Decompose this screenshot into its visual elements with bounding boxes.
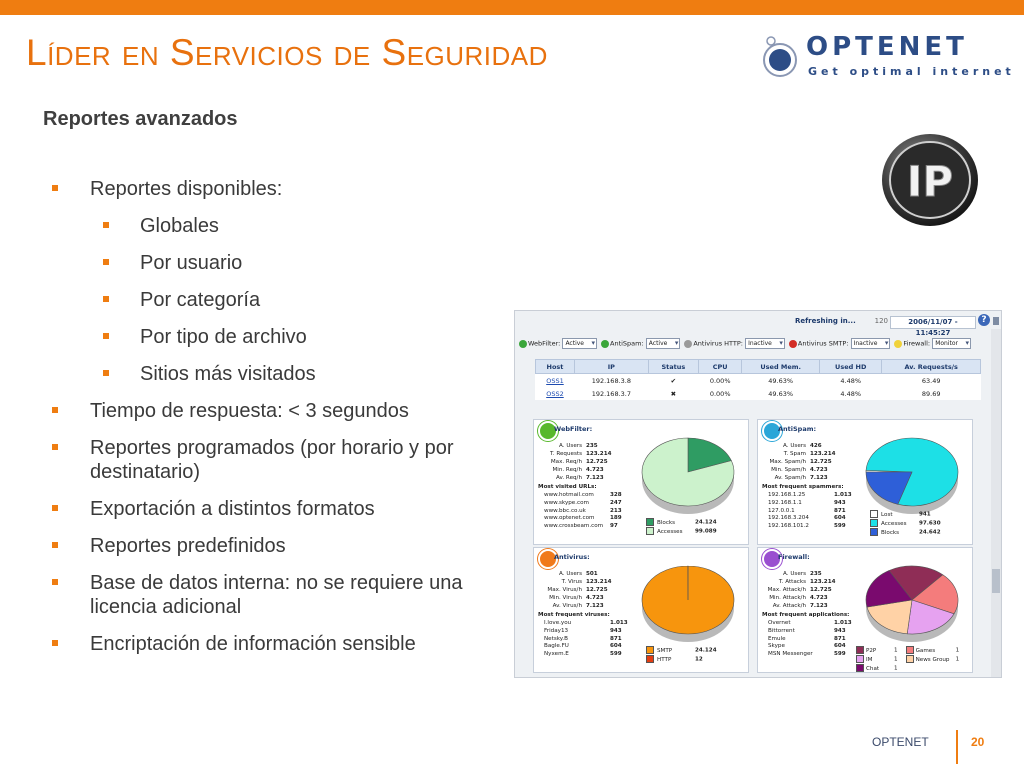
list-item-label: Bagle.FU: [544, 643, 569, 650]
webfilter-stats: [538, 442, 628, 482]
stat-row: [538, 458, 628, 466]
stat-value: 4.723: [586, 595, 604, 601]
stat-value: 235: [586, 443, 598, 449]
menu-handle[interactable]: [993, 317, 999, 325]
sub-bullet-item: Sitios más visitados: [52, 362, 492, 386]
legend-item: [870, 510, 941, 519]
stat-value: 123.214: [810, 579, 836, 585]
legend-item: [870, 519, 941, 528]
list-item: [762, 651, 858, 659]
legend-value: 97.630: [919, 520, 941, 527]
list-item-label: www.hotmail.com: [544, 492, 594, 498]
stat-label: T. Spam: [783, 451, 806, 457]
status-dot-icon: [684, 340, 692, 348]
list-item-value: 1.013: [610, 620, 628, 626]
list-item-label: I.love.you: [544, 620, 572, 626]
hosts-column-header[interactable]: Used Mem.: [742, 360, 820, 374]
legend-item: [856, 664, 898, 673]
host-link[interactable]: OSS2: [546, 389, 564, 398]
antispam-pie-chart: [858, 432, 966, 518]
list-item-label: www.optenet.com: [544, 515, 595, 522]
bullet-item: Base de datos interna: no se requiere una licencia adicional: [52, 571, 492, 619]
legend-value: 1: [955, 656, 960, 663]
legend-swatch: [856, 664, 864, 672]
stat-row: [538, 466, 628, 474]
legend-value: 1: [894, 656, 898, 663]
legend-column: [906, 646, 960, 664]
stat-value: 7.123: [810, 475, 828, 481]
legend-value: 12: [695, 656, 703, 663]
list-item-value: 599: [834, 651, 846, 658]
stat-value: 123.214: [586, 451, 612, 457]
host-hd: 4.48%: [840, 376, 862, 385]
webfilter-panel: [533, 419, 749, 545]
module-status-4: [894, 338, 971, 349]
sub-bullet-item: Por usuario: [52, 251, 492, 275]
stat-row: [762, 458, 852, 466]
list-item-value: 943: [834, 627, 846, 634]
status-dot-icon: [894, 340, 902, 348]
list-item-value: 871: [834, 507, 846, 514]
host-requests: 63.49: [921, 376, 941, 385]
list-item-label: MSN Messenger: [768, 651, 813, 658]
legend-swatch: [646, 655, 654, 663]
module-mode-select[interactable]: Inactive ▾: [745, 338, 785, 349]
stat-value: 123.214: [810, 451, 836, 457]
legend-item: [870, 528, 941, 537]
module-label: Antivirus SMTP:: [797, 339, 849, 348]
stat-value: 12.725: [810, 587, 832, 593]
module-label: Antivirus HTTP:: [693, 339, 743, 348]
bullet-item: Reportes predefinidos: [52, 534, 492, 558]
hosts-column-header[interactable]: Av. Requests/s: [882, 360, 981, 374]
webfilter-legend: [646, 518, 717, 536]
list-item-value: 328: [610, 492, 622, 498]
sub-bullet-item: Por categoría: [52, 288, 492, 312]
page-number: 20: [971, 735, 985, 749]
bullet-item: Exportación a distintos formatos: [52, 497, 492, 521]
host-requests: 89.69: [921, 389, 941, 398]
optenet-logo-mark-icon: [762, 34, 804, 80]
dashboard-scrollbar[interactable]: [991, 329, 1001, 677]
footer-brand: OPTENET: [872, 735, 929, 749]
host-mem: 49.63%: [768, 389, 794, 398]
list-item-value: 604: [834, 515, 846, 522]
scrollbar-thumb[interactable]: [992, 569, 1000, 593]
antispam-panel-title: AntiSpam:: [778, 425, 817, 433]
webfilter-list-title: Most visited URLs:: [538, 484, 597, 490]
module-label: Firewall:: [903, 339, 931, 348]
legend-label: SMTP: [657, 647, 673, 654]
stat-value: 426: [810, 443, 822, 449]
firewall-legend: [856, 646, 967, 673]
firewall-top-list: [762, 620, 858, 659]
list-item-value: 97: [610, 523, 618, 530]
legend-value: 1: [894, 665, 898, 672]
module-status-3: [789, 338, 891, 349]
list-item-label: www.bbc.co.uk: [544, 507, 586, 514]
module-mode-select[interactable]: Monitor ▾: [932, 338, 971, 349]
stat-value: 7.123: [586, 603, 604, 609]
antispam-top-list: [762, 492, 858, 531]
list-item-label: Netsky.B: [544, 635, 568, 642]
legend-swatch: [906, 655, 914, 663]
legend-item: [646, 527, 717, 536]
dashboard-screenshot: [514, 310, 1002, 678]
stat-row: [538, 594, 628, 602]
list-item-value: 1.013: [834, 620, 852, 626]
legend-item: [856, 655, 898, 664]
status-error-icon: ✖: [670, 389, 677, 398]
legend-value: 24.124: [695, 647, 717, 654]
list-item-label: www.crossbeam.com: [544, 523, 604, 530]
list-item: [762, 492, 858, 500]
list-item-label: Nyxem.E: [544, 651, 569, 658]
sub-bullet-item: Por tipo de archivo: [52, 325, 492, 349]
stat-label: Av. Req/h: [556, 475, 582, 481]
legend-item: [646, 655, 717, 664]
stat-row: [762, 442, 852, 450]
stat-value: 123.214: [586, 579, 612, 585]
stat-value: 12.725: [810, 459, 832, 465]
legend-value: 1: [955, 647, 960, 654]
list-item-label: 192.168.1.25: [768, 492, 806, 498]
stat-row: [762, 466, 852, 474]
antivirus-top-list: [538, 620, 634, 659]
firewall-list-title: Most frequent applications:: [762, 612, 850, 618]
legend-label: IM: [866, 656, 873, 663]
footer-divider: [956, 730, 958, 764]
stat-label: A. Users: [783, 443, 806, 449]
stat-label: Min. Virus/h: [549, 595, 582, 601]
stat-value: 4.723: [810, 595, 828, 601]
list-item: [538, 515, 634, 523]
firewall-pie-chart: [858, 560, 966, 646]
firewall-panel: [757, 547, 973, 673]
status-ok-icon: ✔: [670, 376, 677, 385]
list-item: [762, 500, 858, 508]
webfilter-top-list: [538, 492, 634, 531]
bullet-item: Reportes programados (por horario y por destinatario): [52, 436, 492, 484]
list-item-value: 247: [610, 499, 622, 506]
refresh-indicator: [795, 317, 888, 325]
bullet-list: [52, 177, 492, 669]
stat-label: Min. Spam/h: [771, 467, 806, 473]
antivirus-pie-chart: [634, 560, 742, 646]
stat-row: [538, 450, 628, 458]
ip-badge-text: IP: [906, 157, 954, 206]
top-accent-bar: [0, 0, 1024, 15]
stat-label: Av. Attack/h: [772, 603, 806, 609]
stat-label: Max. Req/h: [550, 459, 582, 465]
ip-badge-icon: [880, 132, 980, 228]
legend-item: [646, 518, 717, 527]
list-item-label: 192.168.101.2: [768, 523, 809, 530]
list-item-label: www.skype.com: [544, 499, 589, 506]
legend-label: Accesses: [881, 520, 907, 527]
legend-item: [856, 646, 898, 655]
list-item: [762, 508, 858, 516]
legend-label: Chat: [866, 665, 880, 672]
antispam-stats: [762, 442, 852, 482]
legend-swatch: [856, 646, 864, 654]
datetime-display: 2006/11/07 - 11:45:27: [890, 316, 976, 329]
list-item: [762, 515, 858, 523]
stat-value: 4.723: [586, 467, 604, 473]
stat-value: 501: [586, 571, 598, 577]
logo-wordmark-left: OPTE: [806, 32, 899, 62]
optenet-logo: [762, 32, 1015, 82]
legend-item: [906, 655, 960, 664]
hosts-column-header[interactable]: IP: [574, 360, 648, 374]
antispam-list-title: Most frequent spammers:: [762, 484, 844, 490]
legend-label: Blocks: [881, 529, 900, 536]
legend-swatch: [906, 646, 914, 654]
stat-row: [538, 570, 628, 578]
list-item: [538, 620, 634, 628]
list-item-value: 599: [834, 523, 846, 530]
host-cpu: 0.00%: [709, 376, 731, 385]
stat-label: Max. Virus/h: [547, 587, 582, 593]
host-link[interactable]: OSS1: [546, 376, 564, 385]
list-item-value: 871: [610, 635, 622, 642]
help-icon[interactable]: ?: [978, 314, 990, 326]
bullet-item: Tiempo de respuesta: < 3 segundos: [52, 399, 492, 423]
list-item: [538, 643, 634, 651]
stat-label: T. Virus: [561, 579, 582, 585]
webfilter-panel-title: WebFilter:: [554, 425, 593, 433]
stat-row: [762, 570, 852, 578]
host-ip: 192.168.3.8: [591, 376, 631, 385]
hosts-column-header[interactable]: Used HD: [819, 360, 881, 374]
legend-item: [906, 646, 960, 655]
antispam-legend: [870, 510, 941, 537]
module-mode-select[interactable]: Active ▾: [646, 338, 681, 349]
module-mode-select[interactable]: Active ▾: [562, 338, 597, 349]
legend-label: Blocks: [657, 519, 676, 526]
list-item: [762, 620, 858, 628]
stat-label: Max. Attack/h: [767, 587, 806, 593]
stat-value: 7.123: [810, 603, 828, 609]
refresh-seconds: 120: [874, 317, 888, 325]
hosts-column-header[interactable]: CPU: [698, 360, 741, 374]
hosts-table-row: [536, 387, 981, 400]
hosts-table: [535, 359, 981, 400]
antivirus-panel: [533, 547, 749, 673]
stat-value: 12.725: [586, 459, 608, 465]
stat-row: [538, 602, 628, 610]
legend-swatch: [870, 528, 878, 536]
legend-value: 24.642: [919, 529, 941, 536]
list-item: [538, 500, 634, 508]
module-status-2: [684, 338, 785, 349]
antispam-panel: [757, 419, 973, 545]
webfilter-pie-chart: [634, 432, 742, 518]
module-status-0: [519, 338, 597, 349]
stat-value: 4.723: [810, 467, 828, 473]
list-item: [538, 651, 634, 659]
stat-label: A. Users: [559, 443, 582, 449]
legend-swatch: [870, 519, 878, 527]
stat-label: Av. Virus/h: [552, 603, 582, 609]
status-dot-icon: [519, 340, 527, 348]
firewall-panel-title: Firewall:: [778, 553, 810, 561]
list-item-label: Overnet: [768, 620, 791, 626]
stat-row: [762, 594, 852, 602]
status-dot-icon: [601, 340, 609, 348]
list-item: [538, 523, 634, 531]
list-item-value: 189: [610, 515, 622, 522]
sub-bullet-item: Globales: [52, 214, 492, 238]
antivirus-stats: [538, 570, 628, 610]
legend-swatch: [646, 518, 654, 526]
stat-row: [762, 474, 852, 482]
list-item: [538, 628, 634, 636]
host-cpu: 0.00%: [709, 389, 731, 398]
bullet-item: Encriptación de información sensible: [52, 632, 492, 656]
list-item-label: Friday13: [544, 627, 569, 634]
stat-row: [762, 578, 852, 586]
slide-title: Líder en Servicios de Seguridad: [26, 32, 548, 73]
stat-label: A. Users: [783, 571, 806, 577]
stat-label: Min. Req/h: [552, 467, 582, 473]
list-item: [538, 508, 634, 516]
list-item: [762, 523, 858, 531]
stat-value: 7.123: [586, 475, 604, 481]
module-mode-select[interactable]: Inactive ▾: [851, 338, 891, 349]
list-item: [762, 628, 858, 636]
list-item-value: 599: [610, 651, 622, 658]
legend-value: 1: [894, 647, 898, 654]
logo-wordmark-right: NET: [898, 32, 968, 62]
legend-column: [856, 646, 898, 673]
legend-label: Lost: [881, 511, 893, 518]
status-dot-icon: [789, 340, 797, 348]
stat-label: Av. Spam/h: [774, 475, 806, 481]
list-item-value: 943: [610, 627, 622, 634]
hosts-table-row: [536, 374, 981, 388]
stat-row: [762, 450, 852, 458]
legend-label: Accesses: [657, 528, 683, 535]
stat-row: [762, 602, 852, 610]
antivirus-panel-title: Antivirus:: [554, 553, 590, 561]
stat-label: T. Requests: [550, 451, 582, 457]
list-item-value: 604: [610, 643, 622, 650]
module-status-1: [601, 338, 680, 349]
stat-value: 235: [810, 571, 822, 577]
list-item-label: Emule: [768, 635, 786, 642]
stat-label: T. Attacks: [778, 579, 806, 585]
stat-label: Max. Spam/h: [769, 459, 806, 465]
legend-swatch: [646, 527, 654, 535]
list-item-value: 943: [834, 499, 846, 506]
legend-swatch: [870, 510, 878, 518]
refresh-label: Refreshing in...: [795, 317, 856, 325]
legend-swatch: [646, 646, 654, 654]
stat-row: [762, 586, 852, 594]
legend-item: [646, 646, 717, 655]
bullet-item: Reportes disponibles:: [52, 177, 492, 201]
stat-row: [538, 474, 628, 482]
stat-row: [538, 442, 628, 450]
list-item-label: 127.0.0.1: [768, 507, 795, 514]
legend-swatch: [856, 655, 864, 663]
legend-label: News Group: [915, 656, 950, 663]
hosts-column-header[interactable]: Host: [536, 360, 575, 374]
stat-row: [538, 586, 628, 594]
stat-value: 12.725: [586, 587, 608, 593]
logo-tagline: Get optimal internet: [808, 65, 1015, 78]
host-ip: 192.168.3.7: [591, 389, 631, 398]
list-item-label: 192.168.3.204: [768, 515, 809, 522]
legend-value: 99.089: [695, 528, 717, 535]
antivirus-legend: [646, 646, 717, 664]
stat-label: A. Users: [559, 571, 582, 577]
legend-label: P2P: [866, 647, 877, 654]
list-item-value: 213: [610, 507, 622, 514]
module-label: AntiSpam:: [610, 339, 644, 348]
list-item-value: 604: [834, 643, 846, 650]
host-hd: 4.48%: [840, 389, 862, 398]
list-item-label: Bittorrent: [768, 627, 795, 634]
legend-label: Games: [915, 647, 936, 654]
firewall-stats: [762, 570, 852, 610]
slide-subtitle: Reportes avanzados: [43, 108, 238, 130]
list-item-label: Skype: [768, 643, 785, 650]
list-item: [538, 492, 634, 500]
list-item: [762, 636, 858, 644]
legend-value: 24.124: [695, 519, 717, 526]
hosts-column-header[interactable]: Status: [648, 360, 698, 374]
list-item-label: 192.168.1.1: [768, 499, 802, 506]
module-label: WebFilter:: [528, 339, 561, 348]
legend-label: HTTP: [657, 656, 672, 663]
module-status-bar: [519, 333, 999, 349]
antivirus-list-title: Most frequent viruses:: [538, 612, 610, 618]
logo-wordmark: [806, 32, 968, 62]
list-item: [538, 636, 634, 644]
list-item-value: 871: [834, 635, 846, 642]
list-item: [762, 643, 858, 651]
list-item-value: 1.013: [834, 492, 852, 498]
host-mem: 49.63%: [768, 376, 794, 385]
stat-label: Min. Attack/h: [769, 595, 806, 601]
stat-row: [538, 578, 628, 586]
legend-value: 941: [919, 511, 931, 518]
